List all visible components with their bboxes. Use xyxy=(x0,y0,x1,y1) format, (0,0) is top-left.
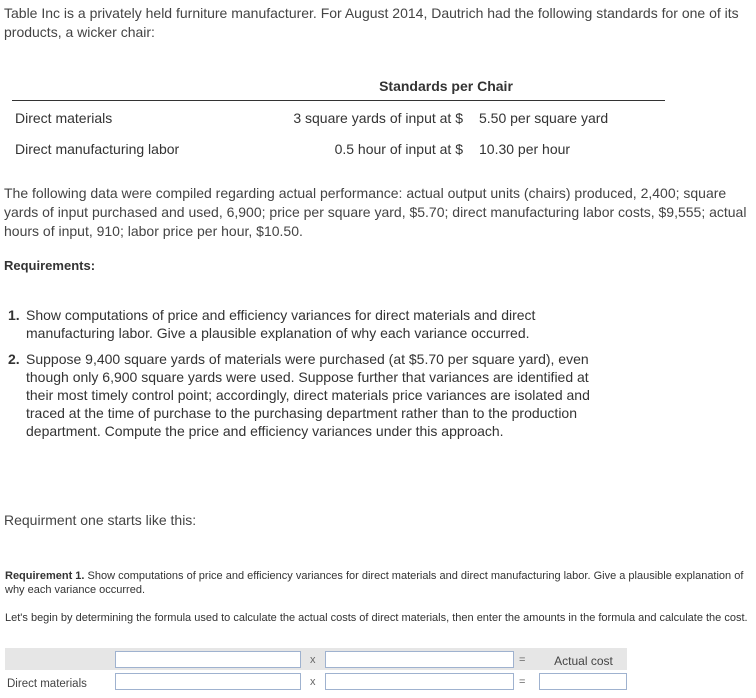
requirement-1-label: Requirement 1. xyxy=(5,570,85,582)
row-quantity: 0.5 hour of input at $ xyxy=(334,141,463,157)
direct-materials-term-2-input[interactable] xyxy=(325,673,514,690)
times-sign: x xyxy=(310,654,316,666)
requirement-item xyxy=(4,306,604,342)
direct-materials-label: Direct materials xyxy=(7,678,87,690)
row-rate: 5.50 per square yard xyxy=(479,110,609,126)
formula-term-2-label-input[interactable] xyxy=(325,651,514,668)
row-quantity: 3 square yards of input at $ xyxy=(293,110,463,126)
requirement-text: Show computations of price and efficiency variances for direct materials and direct manufacturing labor. Give a plausible explanation of why each variance occurred. xyxy=(26,307,536,341)
row-label: Direct materials xyxy=(15,110,113,126)
intro-text: Table Inc is a privately held furniture manufacturer. For August 2014, Dautrich had the following standards for one of its products, a wicker chair: xyxy=(4,5,739,40)
requirements-heading: Requirements: xyxy=(4,258,96,273)
requirement-1-body: Show computations of price and efficiency variances for direct materials and direct manufacturing labor. Give a plausible explanation of why each variance occurred. xyxy=(5,570,744,596)
equals-sign: = xyxy=(519,676,526,688)
actual-cost-label: Actual cost xyxy=(554,654,613,668)
equals-sign: = xyxy=(519,654,526,666)
requirements-list xyxy=(4,306,604,448)
requirement-item xyxy=(4,350,604,440)
row-rate: 10.30 per hour xyxy=(479,141,571,157)
requirement-number: 2. xyxy=(8,351,20,367)
requirement-text: Suppose 9,400 square yards of materials were purchased (at $5.70 per square yard), even though only 6,900 square yards were used. Suppose further that variances are identified at their most timely control point; accordingly, direct materials price variances are isolated and traced at the time of purchase to the purchasing department rather than to the production department. Compute the price and efficiency variances under this approach. xyxy=(26,351,590,439)
header-rule xyxy=(12,100,665,101)
times-sign: x xyxy=(310,676,316,688)
actual-data-text: The following data were compiled regarding actual performance: actual output units (chairs) produced, 2,400; square yards of input purchased and used, 6,900; price per square yard, $5.70; direct manufacturing labor costs, $9,555; actual hours of input, 910; labor price per hour, $10.50. xyxy=(4,185,747,239)
direct-materials-actual-cost-input[interactable] xyxy=(539,673,627,690)
requirement-number: 1. xyxy=(8,307,20,323)
standards-header: Standards per Chair xyxy=(379,78,513,94)
direct-materials-term-1-input[interactable] xyxy=(115,673,301,690)
formula-term-1-label-input[interactable] xyxy=(115,651,301,668)
instruction-text: Let's begin by determining the formula used to calculate the actual costs of direct materials, then enter the amounts in the formula and calculate the cost. xyxy=(5,612,748,624)
requirement-1-text xyxy=(5,569,750,597)
start-note: Requirment one starts like this: xyxy=(4,512,197,528)
formula-header-row xyxy=(5,648,627,670)
row-label: Direct manufacturing labor xyxy=(15,141,180,157)
